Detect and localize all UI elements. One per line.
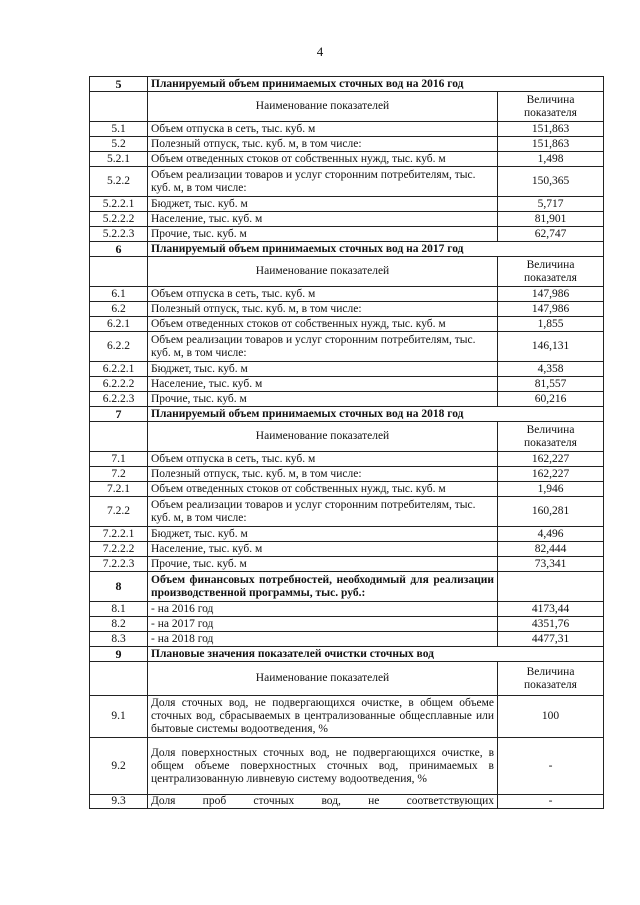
row-value: 147,986 [498,302,604,317]
row-name: Объем отведенных стоков от собственных нужд, тыс. куб. м [148,152,498,167]
row-name: Население, тыс. куб. м [148,542,498,557]
table-row [90,392,604,407]
row-number: 5.2.2.3 [90,227,148,242]
section-number: 8 [90,572,148,602]
column-header-row [90,662,604,696]
section-title: Планируемый объем принимаемых сточных вод на 2017 год [148,242,604,257]
row-number: 5.2.1 [90,152,148,167]
row-number: 8.1 [90,602,148,617]
table-row [90,137,604,152]
column-header-row [90,92,604,122]
row-value: 147,986 [498,287,604,302]
table-row [90,497,604,527]
table-row [90,632,604,647]
row-name: Объем реализации товаров и услуг сторонним потребителям, тыс. куб. м, в том числе: [148,497,498,527]
row-value: 62,747 [498,227,604,242]
row-number: 6.2.2 [90,332,148,362]
row-name: Объем отпуска в сеть, тыс. куб. м [148,287,498,302]
row-number: 6.2.1 [90,317,148,332]
row-number: 5.2.2.1 [90,197,148,212]
row-number: 8.3 [90,632,148,647]
header-indicator-value: Величина показателя [498,92,604,122]
row-name: Бюджет, тыс. куб. м [148,527,498,542]
table-row [90,542,604,557]
table-row [90,362,604,377]
row-name: - на 2016 год [148,602,498,617]
header-indicator-value: Величина показателя [498,662,604,696]
row-value: 150,365 [498,167,604,197]
row-name: Полезный отпуск, тыс. куб. м, в том числе: [148,467,498,482]
row-number: 9.2 [90,738,148,795]
row-name: Прочие, тыс. куб. м [148,392,498,407]
row-name: Доля проб сточных вод, не соответствующих [148,795,498,809]
table-row [90,332,604,362]
row-number: 7.2.2.1 [90,527,148,542]
section-number: 9 [90,647,148,662]
row-value: 4173,44 [498,602,604,617]
row-name: Бюджет, тыс. куб. м [148,197,498,212]
row-value: 81,557 [498,377,604,392]
row-number: 7.2.2 [90,497,148,527]
row-value: 81,901 [498,212,604,227]
row-name: Доля поверхностных сточных вод, не подвергающихся очистке, в общем объеме поверхностных сточных вод, принимаемых в централизованную ливневую систему водоотведения, % [148,738,498,795]
table-row [90,197,604,212]
row-name: Объем отведенных стоков от собственных нужд, тыс. куб. м [148,317,498,332]
row-number: 9.1 [90,696,148,738]
header-empty-cell [90,92,148,122]
row-number: 5.2.2 [90,167,148,197]
row-value: 60,216 [498,392,604,407]
section-header-row [90,77,604,92]
row-number: 5.2.2.2 [90,212,148,227]
table-row [90,122,604,137]
row-number: 7.2.2.2 [90,542,148,557]
header-empty-cell [90,257,148,287]
row-number: 5.1 [90,122,148,137]
row-value: 162,227 [498,452,604,467]
table-row [90,467,604,482]
table-row [90,482,604,497]
header-indicator-value: Величина показателя [498,422,604,452]
table-row [90,452,604,467]
row-number: 7.2 [90,467,148,482]
section-title: Планируемый объем принимаемых сточных вод на 2016 год [148,77,604,92]
table-row [90,167,604,197]
header-indicator-name: Наименование показателей [148,257,498,287]
section-number: 5 [90,77,148,92]
row-value: - [498,738,604,795]
row-name: Прочие, тыс. куб. м [148,557,498,572]
row-value: 146,131 [498,332,604,362]
header-indicator-value: Величина показателя [498,257,604,287]
row-value: 4477,31 [498,632,604,647]
row-value: 1,498 [498,152,604,167]
row-value: 5,717 [498,197,604,212]
table-row [90,527,604,542]
row-number: 9.3 [90,795,148,809]
row-name: Полезный отпуск, тыс. куб. м, в том числе: [148,302,498,317]
column-header-row [90,257,604,287]
row-name: Доля сточных вод, не подвергающихся очистке, в общем объеме сточных вод, сбрасываемых в централизованные общесплавные или бытовые системы водоотведения, % [148,696,498,738]
row-name: - на 2018 год [148,632,498,647]
row-name: Объем отведенных стоков от собственных нужд, тыс. куб. м [148,482,498,497]
row-number: 6.2.2.2 [90,377,148,392]
table-row [90,287,604,302]
row-value: 100 [498,696,604,738]
row-name: - на 2017 год [148,617,498,632]
row-name: Объем реализации товаров и услуг сторонним потребителям, тыс. куб. м, в том числе: [148,332,498,362]
section-header-row [90,242,604,257]
row-number: 5.2 [90,137,148,152]
indicators-table [89,76,604,809]
row-value: 4,358 [498,362,604,377]
row-value: 151,863 [498,137,604,152]
row-number: 8.2 [90,617,148,632]
row-name: Объем отпуска в сеть, тыс. куб. м [148,452,498,467]
section-header-row [90,407,604,422]
row-value: 1,946 [498,482,604,497]
table-row [90,602,604,617]
section-number: 6 [90,242,148,257]
table-row [90,227,604,242]
row-name: Объем отпуска в сеть, тыс. куб. м [148,122,498,137]
header-empty-cell [90,422,148,452]
section-title: Объем финансовых потребностей, необходимый для реализации производственной программы, тыс. руб.: [148,572,498,602]
row-number: 6.2 [90,302,148,317]
section-number: 7 [90,407,148,422]
row-name: Полезный отпуск, тыс. куб. м, в том числе: [148,137,498,152]
row-name: Население, тыс. куб. м [148,377,498,392]
section-empty-cell [498,572,604,602]
section-header-row [90,572,604,602]
row-value: 82,444 [498,542,604,557]
row-value: 4,496 [498,527,604,542]
header-empty-cell [90,662,148,696]
header-indicator-name: Наименование показателей [148,422,498,452]
table-row [90,795,604,809]
row-number: 7.2.2.3 [90,557,148,572]
section-header-row [90,647,604,662]
row-value: 1,855 [498,317,604,332]
row-value: 160,281 [498,497,604,527]
page-number: 4 [316,44,324,59]
table-row [90,738,604,795]
row-name: Прочие, тыс. куб. м [148,227,498,242]
row-number: 6.2.2.1 [90,362,148,377]
row-value: 151,863 [498,122,604,137]
row-number: 7.2.1 [90,482,148,497]
table-row [90,557,604,572]
row-value: 162,227 [498,467,604,482]
row-name: Население, тыс. куб. м [148,212,498,227]
table-row [90,317,604,332]
row-number: 6.2.2.3 [90,392,148,407]
table-row [90,152,604,167]
header-indicator-name: Наименование показателей [148,92,498,122]
header-indicator-name: Наименование показателей [148,662,498,696]
row-value: 73,341 [498,557,604,572]
table-row [90,302,604,317]
table-row [90,617,604,632]
section-title: Планируемый объем принимаемых сточных вод на 2018 год [148,407,604,422]
row-name: Бюджет, тыс. куб. м [148,362,498,377]
row-value: 4351,76 [498,617,604,632]
section-title: Плановые значения показателей очистки сточных вод [148,647,604,662]
table-row [90,696,604,738]
row-name: Объем реализации товаров и услуг сторонним потребителям, тыс. куб. м, в том числе: [148,167,498,197]
table-row [90,377,604,392]
row-number: 7.1 [90,452,148,467]
row-number: 6.1 [90,287,148,302]
table-row [90,212,604,227]
column-header-row [90,422,604,452]
row-value: - [498,795,604,809]
